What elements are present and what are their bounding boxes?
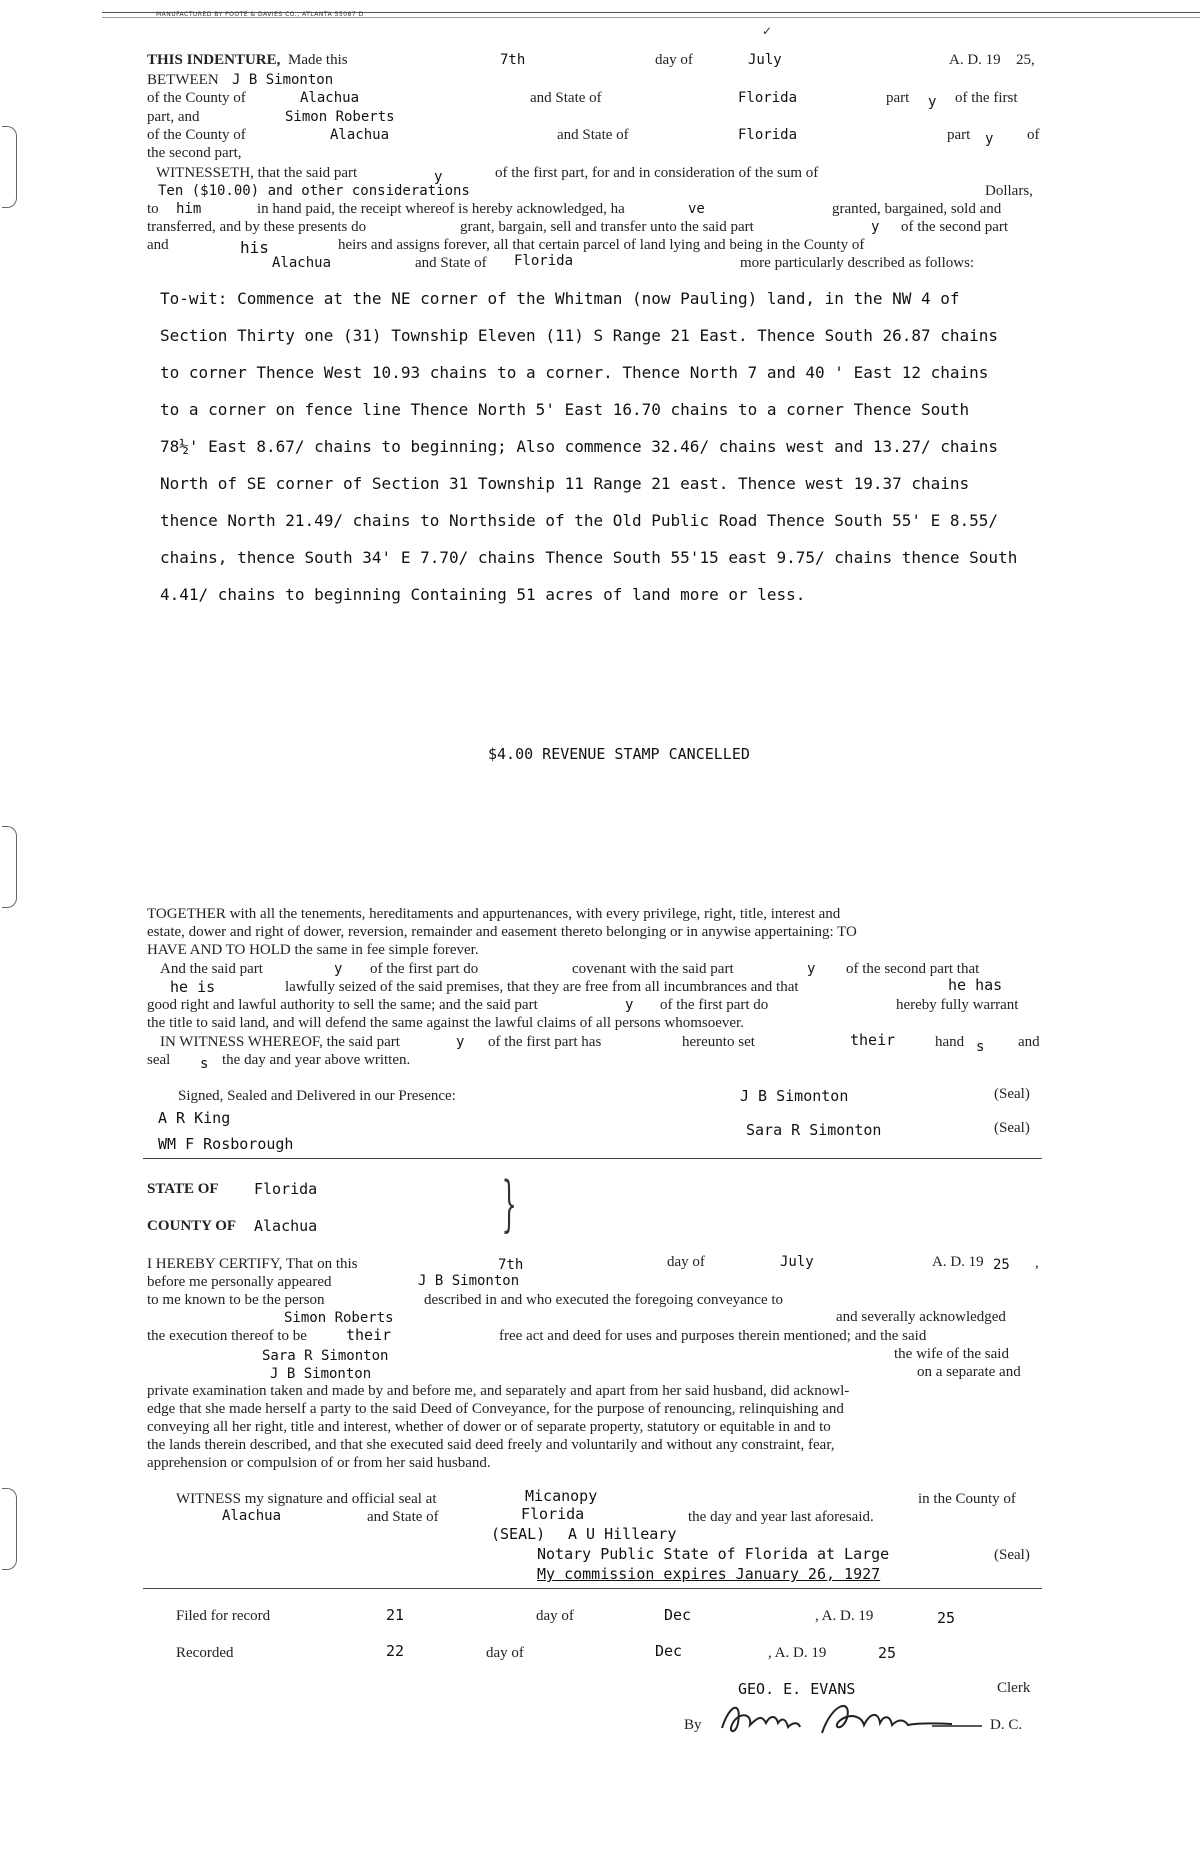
witnesseth-line-4c: of the second part bbox=[901, 219, 1009, 235]
covenant-line-3: good right and lawful authority to sell the same; and the said part bbox=[147, 997, 538, 1013]
hand-label: hand bbox=[935, 1034, 965, 1050]
grantor-pronoun: him bbox=[176, 201, 202, 217]
description-line: chains, thence South 34' E 7.70/ chains Thence South 55'15 east 9.75/ chains thence South bbox=[160, 548, 1018, 567]
check-mark-icon: ✓ bbox=[762, 24, 773, 38]
covenant-line-4: the title to said land, and will defend the same against the lawful claims of all persons whomsoever. bbox=[147, 1015, 744, 1031]
party-label-1: part bbox=[886, 90, 910, 106]
witness-whereof: IN WITNESS WHEREOF, the said part bbox=[160, 1034, 400, 1050]
covenant-line-2: lawfully seized of the said premises, that they are free from all incumbrances and that bbox=[285, 979, 799, 995]
notary-state: Florida bbox=[521, 1505, 585, 1523]
ack-day: 7th bbox=[498, 1257, 524, 1273]
together-line-2: estate, dower and right of dower, reversion, remainder and easement thereto belonging or in anywise appertaining: TO bbox=[147, 924, 857, 940]
witnesseth-suffix-1: y bbox=[434, 169, 443, 185]
by-label: By bbox=[684, 1717, 702, 1733]
together-line-3: HAVE AND TO HOLD the same in fee simple forever. bbox=[147, 942, 479, 958]
county-of-label: COUNTY OF bbox=[147, 1218, 237, 1234]
signer-2: Sara R Simonton bbox=[746, 1121, 882, 1139]
and-label-2: and bbox=[1018, 1034, 1040, 1050]
notary-county: Alachua bbox=[222, 1508, 282, 1524]
separate-label: on a separate and bbox=[917, 1364, 1021, 1380]
ack-ad: A. D. 19 bbox=[932, 1254, 984, 1270]
covenant-suffix-3: y bbox=[625, 997, 634, 1013]
second-part-label: the second part, bbox=[147, 145, 242, 161]
parcel-state: Florida bbox=[514, 253, 574, 269]
recorded-month: Dec bbox=[655, 1642, 683, 1660]
binder-hole-bottom bbox=[2, 1488, 17, 1570]
before-label: before me personally appeared bbox=[147, 1274, 332, 1290]
dollars-label: Dollars, bbox=[985, 183, 1033, 199]
description-line: To-wit: Commence at the NE corner of the Whitman (now Pauling) land, in the NW 4 of bbox=[160, 289, 960, 308]
deputy-clerk-signature bbox=[712, 1693, 992, 1743]
grantee-state: Florida bbox=[738, 127, 798, 143]
notary-witness-label: WITNESS my signature and official seal at bbox=[176, 1491, 437, 1507]
deputy-clerk-label: D. C. bbox=[990, 1717, 1023, 1733]
deed-day: 7th bbox=[500, 52, 526, 68]
covenant-line-1b: of the first part do bbox=[370, 961, 479, 977]
witnesseth-suffix-4: y bbox=[871, 219, 880, 235]
grantee-name: Simon Roberts bbox=[285, 109, 395, 125]
clerk-name: GEO. E. EVANS bbox=[738, 1680, 856, 1698]
exam-line-4: the lands therein described, and that she executed said deed freely and voluntarily and without any constraint, fear, bbox=[147, 1437, 835, 1453]
seal-marker-2: (Seal) bbox=[994, 1120, 1030, 1136]
party-suffix-1: y bbox=[928, 94, 937, 110]
notary-place: Micanopy bbox=[525, 1487, 598, 1505]
wife-name: Sara R Simonton bbox=[262, 1348, 389, 1364]
made-this-label: Made this bbox=[288, 52, 348, 68]
recorded-day: 22 bbox=[386, 1642, 405, 1660]
grantor-county: Alachua bbox=[300, 90, 360, 106]
ack-comma: , bbox=[1035, 1255, 1039, 1271]
he-has: he has bbox=[948, 976, 1003, 994]
witnesseth-line-4: transferred, and by these presents do bbox=[147, 219, 367, 235]
description-line: to a corner on fence line Thence North 5' East 16.70 chains to a corner Thence South bbox=[160, 400, 970, 419]
binder-hole-middle bbox=[2, 826, 17, 908]
recorded-ad: , A. D. 19 bbox=[768, 1645, 827, 1661]
covenant-line-5c: hereunto set bbox=[682, 1034, 755, 1050]
exam-line-1: private examination taken and made by and before me, and separately and apart from her said husband, did acknowl- bbox=[147, 1383, 850, 1399]
exam-line-5: apprehension or compulsion of or from her said husband. bbox=[147, 1455, 491, 1471]
state-label-1: and State of bbox=[530, 90, 602, 106]
witnesseth-line-5: heirs and assigns forever, all that certain parcel of land lying and being in the County of bbox=[338, 237, 865, 253]
covenant-suffix-1: y bbox=[334, 961, 343, 977]
witnesseth-line-3: in hand paid, the receipt whereof is hereby acknowledged, ha bbox=[257, 201, 625, 217]
grantor-name: J B Simonton bbox=[232, 72, 334, 88]
description-line: to corner Thence West 10.93 chains to a corner. Thence North 7 and 40 ' East 12 chains bbox=[160, 363, 989, 382]
county-label-2: of the County of bbox=[147, 127, 246, 143]
recorded-label: Recorded bbox=[176, 1645, 234, 1661]
he-is: he is bbox=[170, 978, 216, 996]
covenant-suffix-2: y bbox=[807, 961, 816, 977]
signed-label: Signed, Sealed and Delivered in our Presence: bbox=[178, 1088, 456, 1104]
covenant-line-5b: of the first part has bbox=[488, 1034, 602, 1050]
their-label: their bbox=[850, 1031, 896, 1049]
brace-icon: } bbox=[501, 1169, 517, 1239]
indenture-lead: THIS INDENTURE, bbox=[147, 52, 281, 68]
ack-grantee: Simon Roberts bbox=[284, 1310, 394, 1326]
filed-day: 21 bbox=[386, 1606, 405, 1624]
grantor-state: Florida bbox=[738, 90, 798, 106]
severally-label: and severally acknowledged bbox=[836, 1309, 1006, 1325]
description-line: North of SE corner of Section 31 Township 11 Range 21 east. Thence west 19.37 chains bbox=[160, 474, 970, 493]
revenue-stamp-note: $4.00 REVENUE STAMP CANCELLED bbox=[488, 745, 750, 763]
exam-line-2: edge that she made herself a party to the said Deed of Conveyance, for the purpose of renouncing, relinquishing and bbox=[147, 1401, 844, 1417]
covenant-line-1d: of the second part that bbox=[846, 961, 980, 977]
known-label-b: described in and who executed the foregoing conveyance to bbox=[424, 1292, 784, 1308]
binder-hole-top bbox=[2, 126, 17, 208]
deed-month: July bbox=[748, 52, 782, 68]
execution-label: the execution thereof to be bbox=[147, 1328, 307, 1344]
wife-of-label: the wife of the said bbox=[894, 1346, 1009, 1362]
of-label: of bbox=[1027, 127, 1040, 143]
covenant-line-3c: hereby fully warrant bbox=[896, 997, 1019, 1013]
certify-label: I HEREBY CERTIFY, That on this bbox=[147, 1256, 358, 1272]
covenant-line-3b: of the first part do bbox=[660, 997, 769, 1013]
notary-seal-label: (Seal) bbox=[994, 1547, 1030, 1563]
seal-marker-1: (Seal) bbox=[994, 1086, 1030, 1102]
day-of-label: day of bbox=[655, 52, 693, 68]
clerk-label: Clerk bbox=[997, 1680, 1031, 1696]
last-aforesaid-label: the day and year last aforesaid. bbox=[688, 1509, 874, 1525]
covenant-line-1: And the said part bbox=[160, 961, 263, 977]
parcel-state-label: and State of bbox=[415, 255, 487, 271]
free-act-label: free act and deed for uses and purposes therein mentioned; and the said bbox=[499, 1328, 927, 1344]
witnesseth-line-3b: granted, bargained, sold and bbox=[832, 201, 1002, 217]
party-label-2: part bbox=[947, 127, 971, 143]
in-county-label: in the County of bbox=[918, 1491, 1016, 1507]
covenant-suffix-5: y bbox=[456, 1034, 465, 1050]
described-label: more particularly described as follows: bbox=[740, 255, 975, 271]
description-line: thence North 21.49/ chains to Northside of the Old Public Road Thence South 55' E 8.55/ bbox=[160, 511, 999, 530]
ack-county: Alachua bbox=[254, 1217, 318, 1235]
commission-expiry: My commission expires January 26, 1927 bbox=[537, 1565, 881, 1583]
ack-state: Florida bbox=[254, 1180, 318, 1198]
section-divider bbox=[143, 1158, 1042, 1159]
notary-state-label: and State of bbox=[367, 1509, 439, 1525]
recorded-day-of: day of bbox=[486, 1645, 524, 1661]
to-label: to bbox=[147, 201, 159, 217]
filed-year: 25 bbox=[937, 1609, 956, 1627]
ack-month: July bbox=[780, 1254, 814, 1270]
filed-month: Dec bbox=[664, 1606, 692, 1624]
seal-suffix: s bbox=[200, 1056, 209, 1072]
recorded-year: 25 bbox=[878, 1644, 897, 1662]
state-of-label: STATE OF bbox=[147, 1181, 219, 1197]
deed-year: 25, bbox=[1016, 52, 1035, 68]
seal-label: seal bbox=[147, 1052, 171, 1068]
ack-year: 25 bbox=[993, 1257, 1010, 1273]
ack-their: their bbox=[346, 1326, 392, 1344]
witnesseth-line-1: WITNESSETH, that the said part bbox=[156, 165, 358, 181]
exam-line-3: conveying all her right, title and interest, whether of dower or of separate property, statutory or equitable in and to bbox=[147, 1419, 831, 1435]
grantee-pronoun: his bbox=[240, 238, 269, 257]
part-and-label: part, and bbox=[147, 109, 200, 125]
witness-2: WM F Rosborough bbox=[158, 1135, 294, 1153]
together-line-1: TOGETHER with all the tenements, hereditaments and appurtenances, with every privilege, right, title, interest and bbox=[147, 906, 841, 922]
notary-title: Notary Public State of Florida at Large bbox=[537, 1545, 890, 1563]
consideration-amount: Ten ($10.00) and other considerations bbox=[158, 183, 470, 199]
witnesseth-line-1b: of the first part, for and in consideration of the sum of bbox=[495, 165, 819, 181]
filed-label: Filed for record bbox=[176, 1608, 271, 1624]
have-suffix: ve bbox=[688, 201, 705, 217]
notary-name: A U Hilleary bbox=[568, 1525, 677, 1543]
description-line: Section Thirty one (31) Township Eleven (11) S Range 21 East. Thence South 26.87 chains bbox=[160, 326, 999, 345]
ack-day-of: day of bbox=[667, 1254, 705, 1270]
witness-1: A R King bbox=[158, 1109, 231, 1127]
county-label-1: of the County of bbox=[147, 90, 246, 106]
filed-day-of: day of bbox=[536, 1608, 574, 1624]
section-divider-2 bbox=[143, 1588, 1042, 1589]
signer-1: J B Simonton bbox=[740, 1087, 849, 1105]
covenant-line-6: the day and year above written. bbox=[222, 1052, 411, 1068]
grantee-county: Alachua bbox=[330, 127, 390, 143]
appeared-name: J B Simonton bbox=[418, 1273, 520, 1289]
husband-name: J B Simonton bbox=[270, 1366, 372, 1382]
witnesseth-line-4b: grant, bargain, sell and transfer unto the said part bbox=[460, 219, 754, 235]
filed-ad: , A. D. 19 bbox=[815, 1608, 874, 1624]
parcel-county: Alachua bbox=[272, 255, 332, 271]
description-line: 78½' East 8.67/ chains to beginning; Also commence 32.46/ chains west and 13.27/ chains bbox=[160, 437, 999, 456]
known-label: to me known to be the person bbox=[147, 1292, 325, 1308]
between-label: BETWEEN bbox=[147, 72, 219, 88]
and-label: and bbox=[147, 237, 169, 253]
covenant-line-1c: covenant with the said part bbox=[572, 961, 734, 977]
party-suffix-2: y bbox=[985, 131, 994, 147]
state-label-2: and State of bbox=[557, 127, 629, 143]
manufacturer-imprint: MANUFACTURED BY FOOTE & DAVIES CO., ATLANTA 55087 D bbox=[156, 11, 364, 18]
ad-label: A. D. 19 bbox=[949, 52, 1001, 68]
notary-seal-mark: (SEAL) bbox=[491, 1525, 546, 1543]
of-first-label: of the first bbox=[955, 90, 1018, 106]
hand-suffix: s bbox=[976, 1039, 985, 1055]
description-line: 4.41/ chains to beginning Containing 51 acres of land more or less. bbox=[160, 585, 806, 604]
